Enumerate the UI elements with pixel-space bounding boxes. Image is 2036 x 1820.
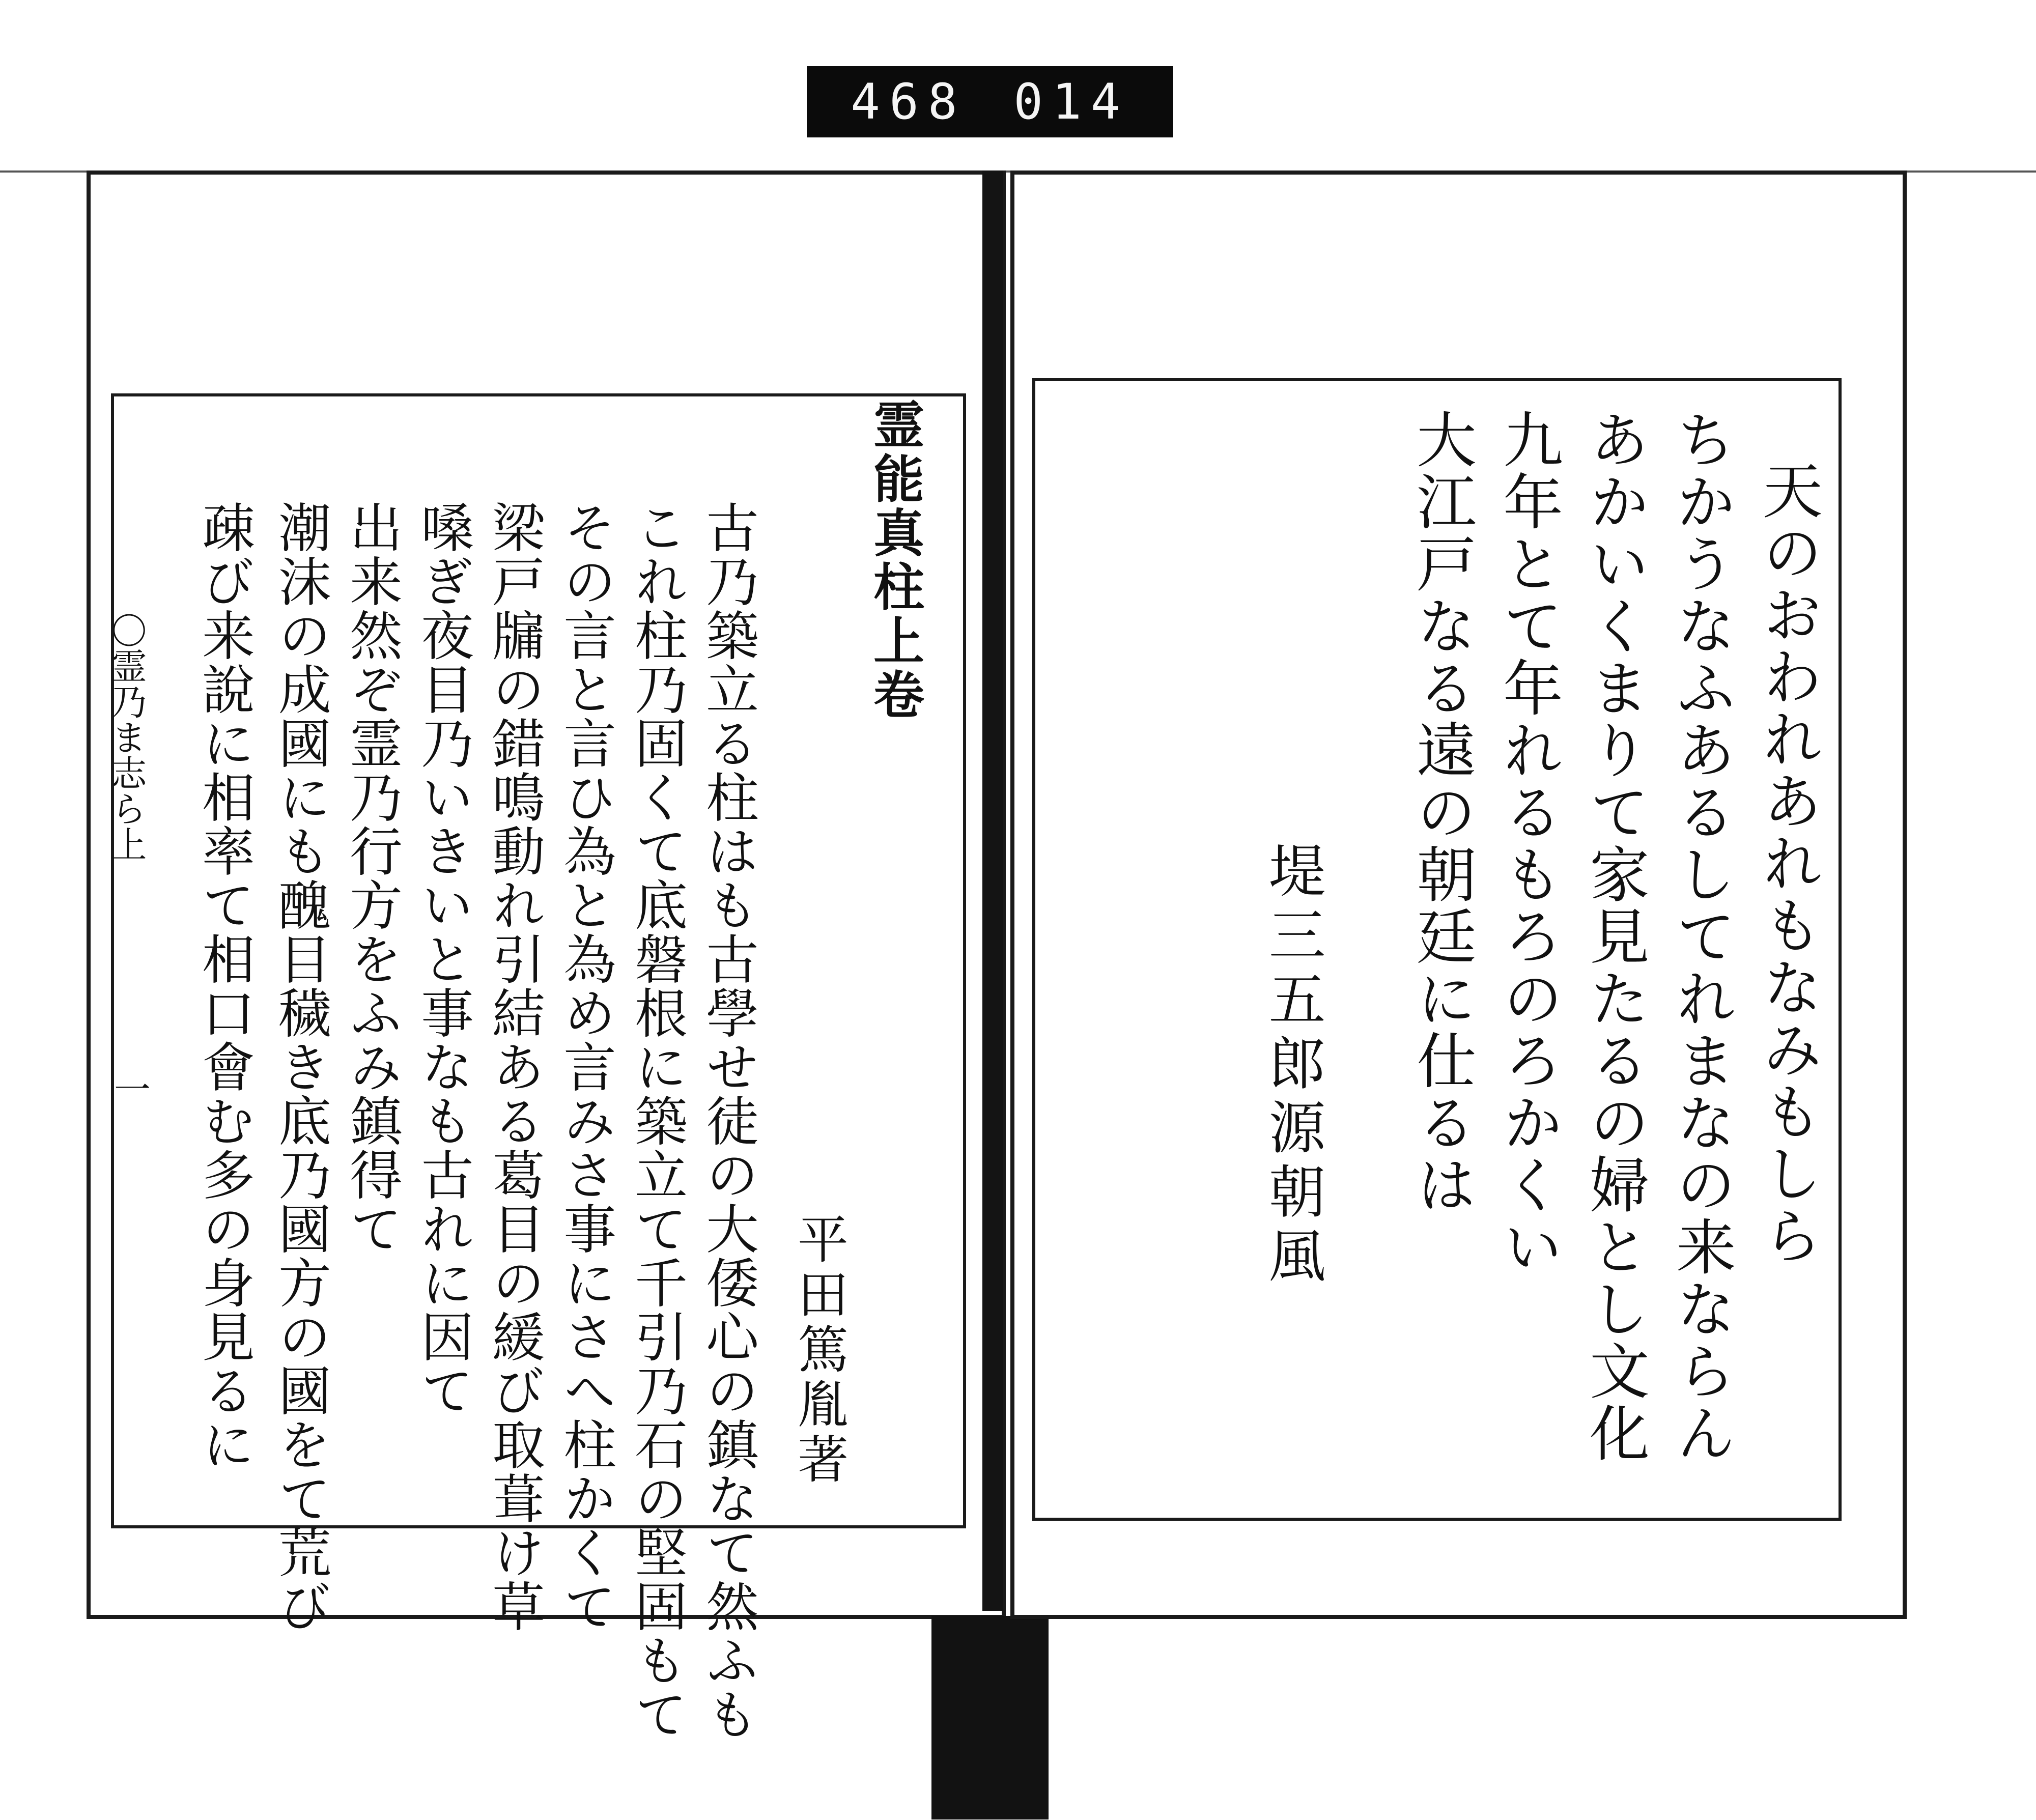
book-spine-shadow <box>931 1616 1049 1819</box>
page-number: 一 <box>108 1070 151 1107</box>
left-page <box>87 170 1006 1741</box>
chapter-title: 霊能真柱上卷 <box>865 399 925 722</box>
text-column-8: 疎び来說に相率て相口會む多の身見るに <box>193 500 255 1471</box>
film-frame-label <box>807 66 1173 137</box>
preface-column-5: 大江戸なる遠の朝廷に仕るは <box>1406 409 1477 1216</box>
book-spine <box>982 170 1003 1611</box>
text-column-5: 嗓ぎ夜目乃いきいと事なも古れに因て <box>412 500 474 1417</box>
film-number-left: 468 <box>851 73 967 130</box>
margin-running-title: 〇霊乃ま志ら上 <box>105 612 147 862</box>
preface-column-4: 九年とて年れるもろのろかくい <box>1493 409 1563 1278</box>
text-column-7: 潮沫の成國にも醜目穢き底乃國方の國をて荒び <box>269 500 331 1633</box>
author-line: 平田篤胤著 <box>789 1213 849 1488</box>
right-page <box>1010 170 1907 1619</box>
preface-column-3: あかいくまりて家見たるの婦とし文化 <box>1579 409 1650 1464</box>
text-column-3: その言と言ひ為と為め言みさ事にさへ柱かくて <box>554 500 616 1633</box>
signature: 堤三五郎源朝風 <box>1259 841 1325 1290</box>
text-column-4: 梁戸牖の錯鳴動れ引結ある葛目の緩び取葺け草 <box>483 500 545 1633</box>
text-column-2: これ柱乃固くて底磐根に築立て千引乃石の堅固もて <box>626 500 688 1741</box>
text-column-6: 出来然ぞ霊乃行方をふみ鎮得て <box>341 500 403 1256</box>
text-column-1: 古乃築立る柱はも古學せ徒の大倭心の鎮なて然ふも <box>697 500 759 1741</box>
preface-column-1: 天のおわれあれもなみもしら <box>1752 460 1823 1267</box>
film-number-right: 014 <box>1013 73 1129 130</box>
preface-column-2: ちかうなふあるしてれまなの来ならん <box>1666 409 1736 1464</box>
